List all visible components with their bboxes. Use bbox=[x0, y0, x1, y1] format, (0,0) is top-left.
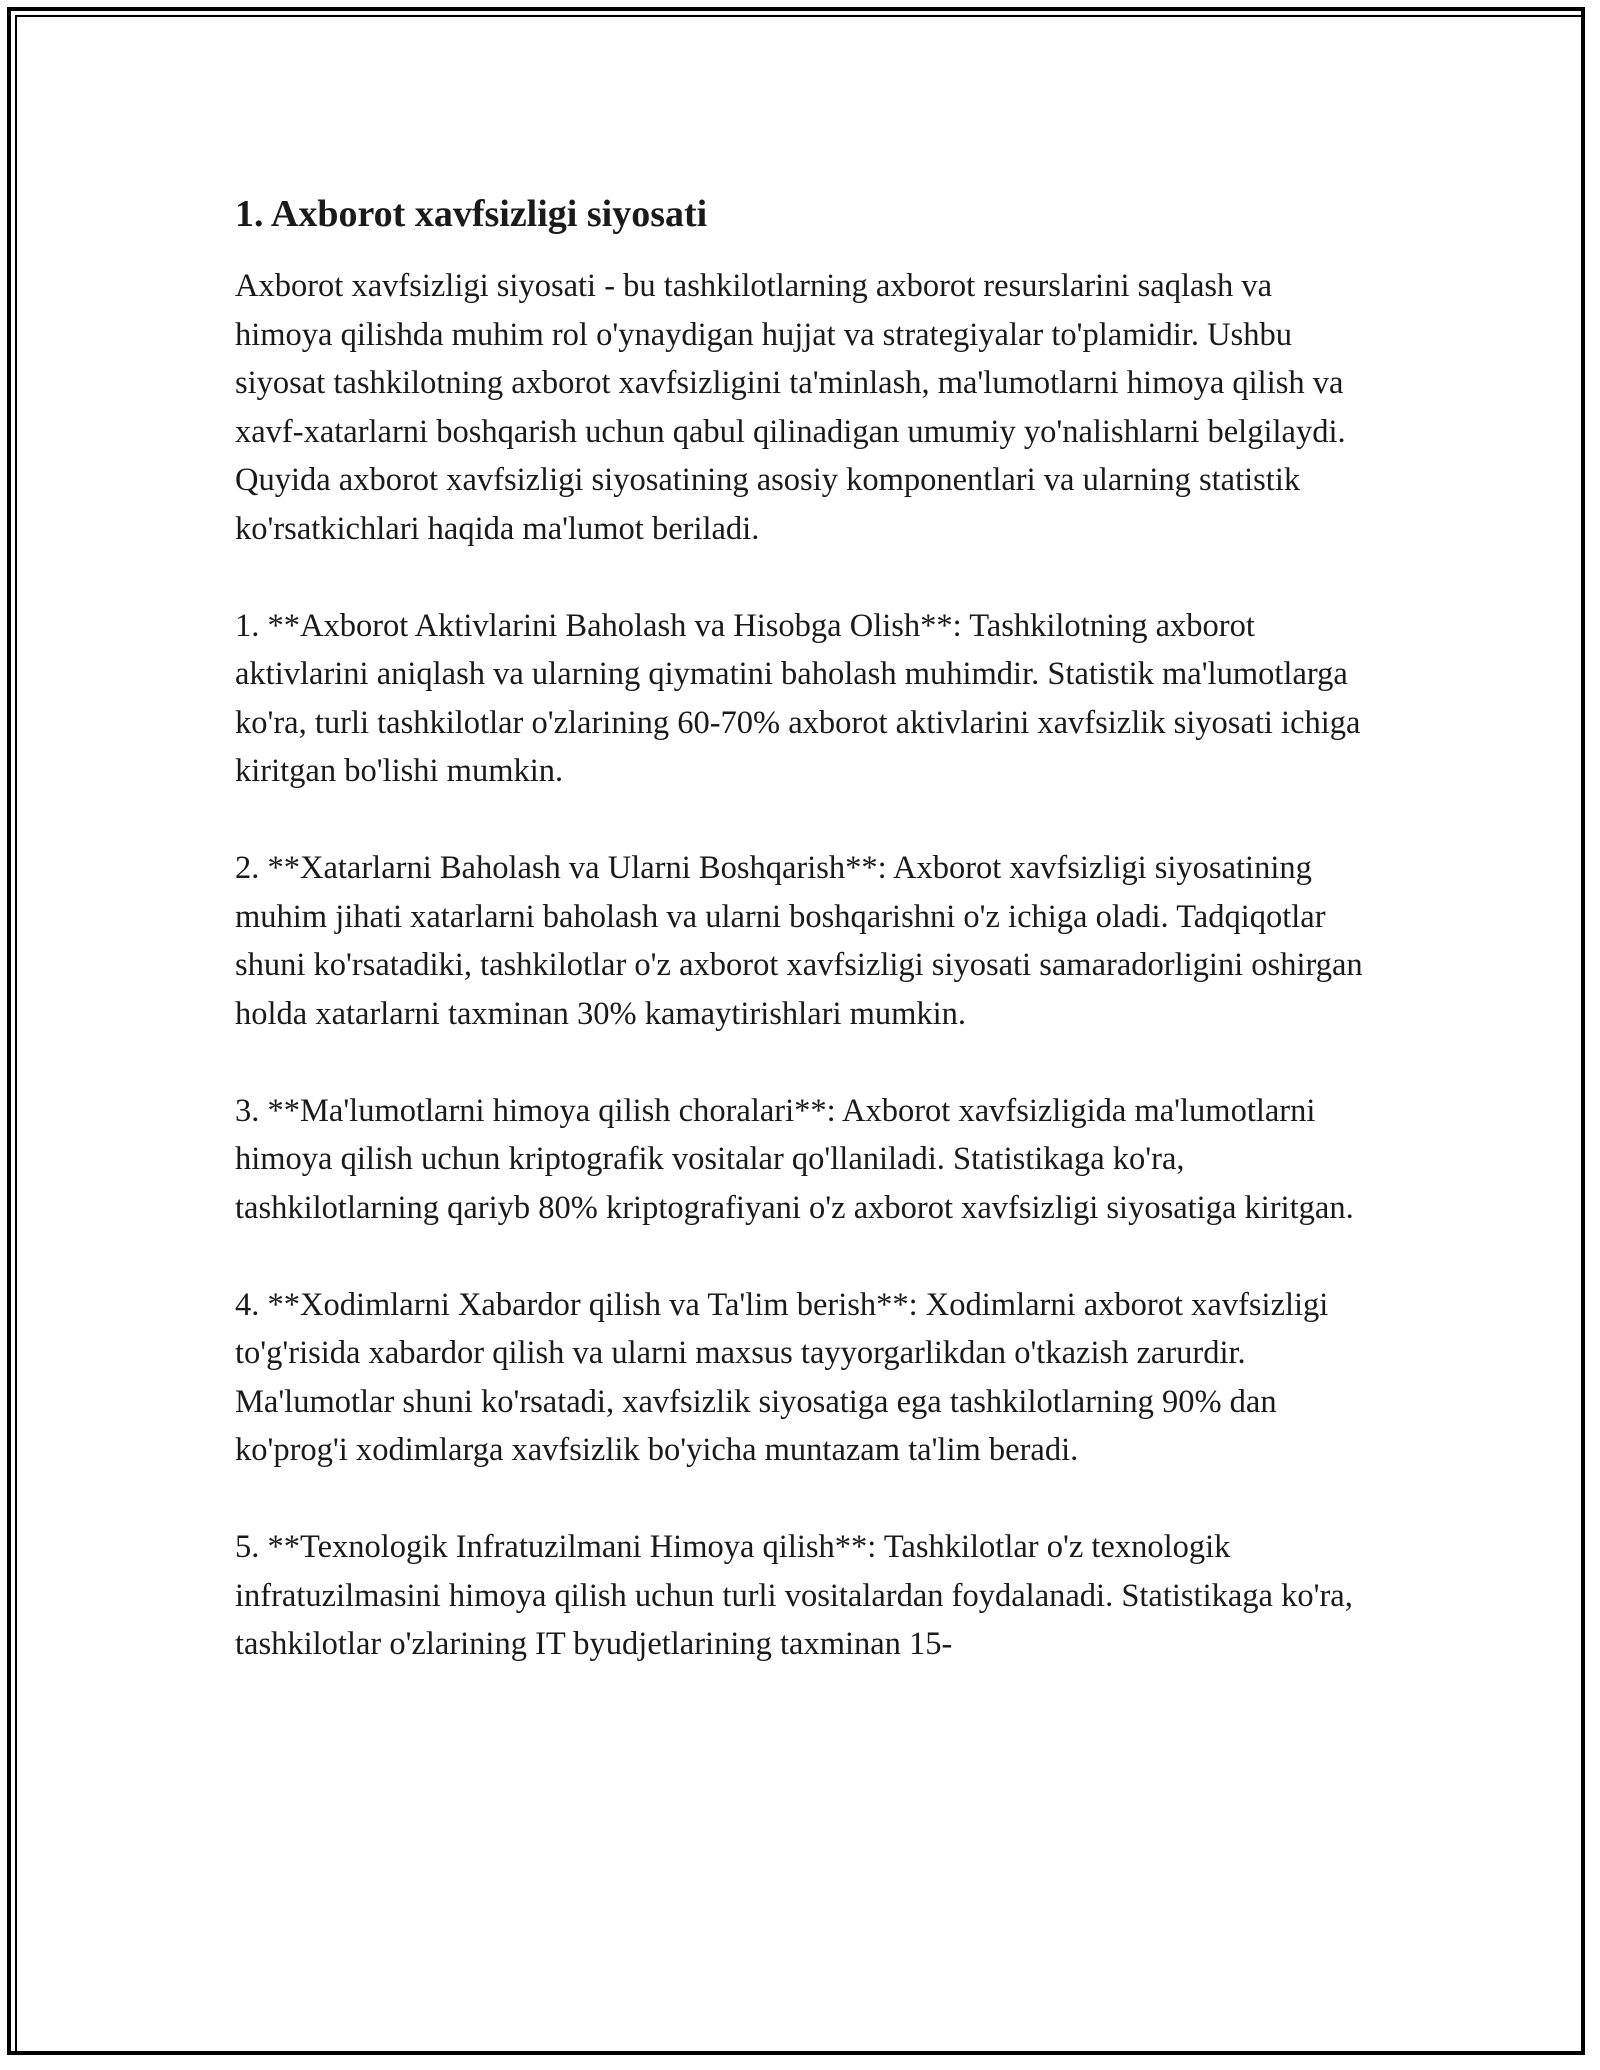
list-item-2: 2. **Xatarlarni Baholash va Ularni Boshqarish**: Axborot xavfsizligi siyosatining muhim jihati xatarlarni baholash va ularni boshqarishni o'z ichiga oladi. Tadqiqotlar shuni ko'rsatadiki, tashkilotlar o'z axborot xavfsizligi siyosati samaradorligini oshirgan holda xatarlarni taxminan 30% kamaytirishlari mumkin. bbox=[235, 850, 1363, 1032]
list-item-5: 5. **Texnologik Infratuzilmani Himoya qilish**: Tashkilotlar o'z texnologik infratuzilmasini himoya qilish uchun turli vositalardan foydalanadi. Statistikaga ko'ra, tashkilotlar o'zlarining IT byudjetlarining taxminan 15- bbox=[235, 1529, 1353, 1662]
list-item-3: 3. **Ma'lumotlarni himoya qilish choralari**: Axborot xavfsizligida ma'lumotlarni himoya qilish uchun kriptografik vositalar qo'llaniladi. Statistikaga ko'ra, tashkilotlarning qariyb 80% kriptografiyani o'z axborot xavfsizligi siyosatiga kiritgan. bbox=[235, 1092, 1354, 1226]
section-heading: 1. Axborot xavfsizligi siyosati bbox=[235, 193, 708, 235]
list-item-4: 4. **Xodimlarni Xabardor qilish va Ta'lim berish**: Xodimlarni axborot xavfsizligi to'g'risida xabardor qilish va ularni maxsus tayyorgarlikdan o'tkazish zarurdir. Ma'lumotlar shuni ko'rsatadi, xavfsizlik siyosatiga ega tashkilotlarning 90% dan ko'prog'i xodimlarga xavfsizlik bo'yicha muntazam ta'lim beradi. bbox=[235, 1286, 1329, 1468]
document-body bbox=[235, 188, 1375, 1717]
list-item-1: 1. **Axborot Aktivlarini Baholash va Hisobga Olish**: Tashkilotning axborot aktivlarini aniqlash va ularning qiymatini baholash muhimdir. Statistik ma'lumotlarga ko'ra, turli tashkilotlar o'zlarining 60-70% axborot aktivlarini xavfsizlik siyosati ichiga kiritgan bo'lishi mumkin. bbox=[235, 607, 1361, 789]
intro-paragraph: Axborot xavfsizligi siyosati - bu tashkilotlarning axborot resurslarini saqlash va himoya qilishda muhim rol o'ynaydigan hujjat va strategiyalar to'plamidir. Ushbu siyosat tashkilotning axborot xavfsizligini ta'minlash, ma'lumotlarni himoya qilish va xavf-xatarlarni boshqarish uchun qabul qilinadigan umumiy yo'nalishlarni belgilaydi. Quyida axborot xavfsizligi siyosatining asosiy komponentlari va ularning statistik ko'rsatkichlari haqida ma'lumot beriladi. bbox=[235, 268, 1346, 547]
